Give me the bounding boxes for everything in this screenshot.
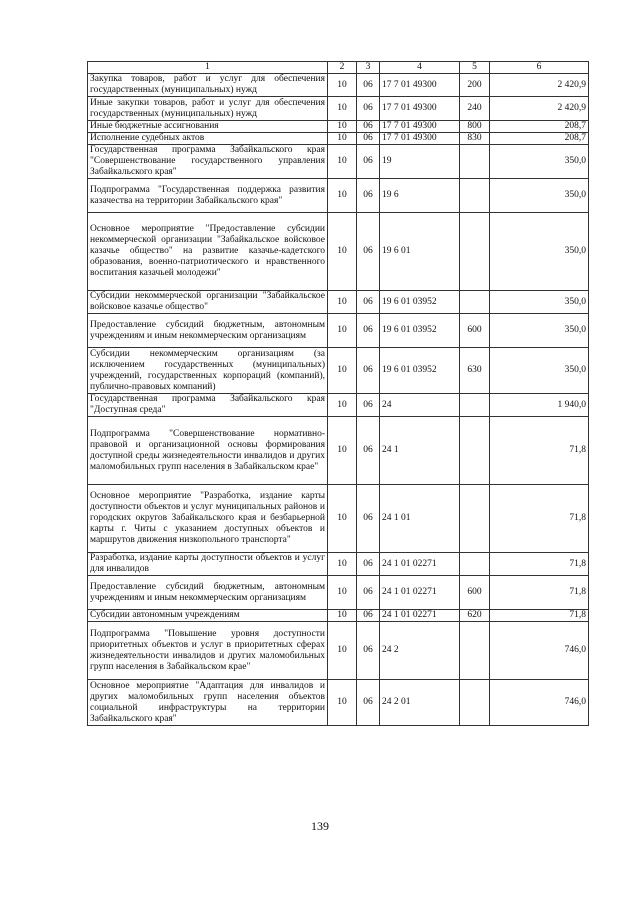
target-article-cell: 17 7 01 49300 <box>380 121 460 133</box>
subsection-code-cell: 06 <box>357 213 380 291</box>
table-row <box>88 348 589 394</box>
row-name-cell: Подпрограмма "Государственная поддержка развития казачества на территории Забайкальского края" <box>88 179 328 213</box>
subsection-code-cell: 06 <box>357 485 380 553</box>
table-row <box>88 622 589 680</box>
row-name-cell: Предоставление субсидий бюджетным, автономным учреждениям и иным некоммерческим организациям <box>88 576 328 610</box>
amount-cell: 350,0 <box>490 213 589 291</box>
section-code-cell: 10 <box>328 680 357 726</box>
row-name-cell: Основное мероприятие "Разработка, издание карты доступности объектов и услуг муниципальных районов и городских округов Забайкальского края и безбарьерной карты г. Читы с указанием доступных объектов и маршрутов движения низкопольного транспорта" <box>88 485 328 553</box>
table-row <box>88 291 589 314</box>
target-article-cell: 19 6 <box>380 179 460 213</box>
row-name-cell: Подпрограмма "Повышение уровня доступности приоритетных объектов и услуг в приоритетных сферах жизнедеятельности инвалидов и других маломобильных групп населения в Забайкальском крае" <box>88 622 328 680</box>
row-name-cell: Субсидии автономным учреждениям <box>88 610 328 622</box>
expense-type-cell: 200 <box>460 74 490 97</box>
section-code-cell: 10 <box>328 314 357 348</box>
subsection-code-cell: 06 <box>357 133 380 145</box>
column-header: 3 <box>357 62 380 74</box>
section-code-cell: 10 <box>328 133 357 145</box>
row-name-cell: Закупка товаров, работ и услуг для обеспечения государственных (муниципальных) нужд <box>88 74 328 97</box>
amount-cell: 350,0 <box>490 179 589 213</box>
subsection-code-cell: 06 <box>357 314 380 348</box>
column-header: 4 <box>380 62 460 74</box>
expense-type-cell: 600 <box>460 576 490 610</box>
target-article-cell: 17 7 01 49300 <box>380 74 460 97</box>
amount-cell: 208,7 <box>490 133 589 145</box>
amount-cell: 71,8 <box>490 417 589 485</box>
expense-type-cell <box>460 622 490 680</box>
amount-cell: 208,7 <box>490 121 589 133</box>
section-code-cell: 10 <box>328 291 357 314</box>
expense-type-cell: 830 <box>460 133 490 145</box>
amount-cell: 71,8 <box>490 610 589 622</box>
amount-cell: 2 420,9 <box>490 97 589 121</box>
target-article-cell: 24 1 <box>380 417 460 485</box>
expense-type-cell: 800 <box>460 121 490 133</box>
subsection-code-cell: 06 <box>357 680 380 726</box>
amount-cell: 71,8 <box>490 576 589 610</box>
row-name-cell: Государственная программа Забайкальского края "Доступная среда" <box>88 394 328 417</box>
section-code-cell: 10 <box>328 213 357 291</box>
section-code-cell: 10 <box>328 179 357 213</box>
amount-cell: 746,0 <box>490 680 589 726</box>
amount-cell: 1 940,0 <box>490 394 589 417</box>
target-article-cell: 19 6 01 03952 <box>380 314 460 348</box>
subsection-code-cell: 06 <box>357 610 380 622</box>
expense-type-cell <box>460 179 490 213</box>
expense-type-cell <box>460 417 490 485</box>
table-row <box>88 213 589 291</box>
expense-type-cell: 620 <box>460 610 490 622</box>
amount-cell: 71,8 <box>490 485 589 553</box>
table-row <box>88 553 589 576</box>
table-row <box>88 133 589 145</box>
section-code-cell: 10 <box>328 348 357 394</box>
amount-cell: 746,0 <box>490 622 589 680</box>
subsection-code-cell: 06 <box>357 576 380 610</box>
table-row <box>88 610 589 622</box>
table-row <box>88 576 589 610</box>
row-name-cell: Исполнение судебных актов <box>88 133 328 145</box>
target-article-cell: 24 1 01 <box>380 485 460 553</box>
section-code-cell: 10 <box>328 553 357 576</box>
section-code-cell: 10 <box>328 74 357 97</box>
expense-type-cell <box>460 553 490 576</box>
section-code-cell: 10 <box>328 485 357 553</box>
target-article-cell: 24 1 01 02271 <box>380 610 460 622</box>
row-name-cell: Субсидии некоммерческим организациям (за исключением государственных (муниципальных) учреждений, государственных корпораций (компаний), публично-правовых компаний) <box>88 348 328 394</box>
row-name-cell: Основное мероприятие "Адаптация для инвалидов и других маломобильных групп населения объектов социальной инфраструктуры на территории Забайкальского края" <box>88 680 328 726</box>
row-name-cell: Разработка, издание карты доступности объектов и услуг для инвалидов <box>88 553 328 576</box>
amount-cell: 350,0 <box>490 291 589 314</box>
subsection-code-cell: 06 <box>357 74 380 97</box>
target-article-cell: 24 2 <box>380 622 460 680</box>
subsection-code-cell: 06 <box>357 179 380 213</box>
table-row <box>88 97 589 121</box>
target-article-cell: 19 6 01 03952 <box>380 291 460 314</box>
column-header: 2 <box>328 62 357 74</box>
row-name-cell: Субсидии некоммерческой организации "Забайкальское войсковое казачье общество" <box>88 291 328 314</box>
table-row <box>88 121 589 133</box>
amount-cell: 350,0 <box>490 145 589 179</box>
section-code-cell: 10 <box>328 121 357 133</box>
column-header: 1 <box>88 62 328 74</box>
table-header-row <box>88 62 589 74</box>
amount-cell: 71,8 <box>490 553 589 576</box>
subsection-code-cell: 06 <box>357 417 380 485</box>
subsection-code-cell: 06 <box>357 121 380 133</box>
page-number: 139 <box>311 819 329 833</box>
column-header: 6 <box>490 62 589 74</box>
target-article-cell: 17 7 01 49300 <box>380 97 460 121</box>
table-row <box>88 485 589 553</box>
table-row <box>88 179 589 213</box>
table-row <box>88 417 589 485</box>
target-article-cell: 24 2 01 <box>380 680 460 726</box>
target-article-cell: 24 1 01 02271 <box>380 576 460 610</box>
subsection-code-cell: 06 <box>357 348 380 394</box>
expense-type-cell <box>460 145 490 179</box>
subsection-code-cell: 06 <box>357 145 380 179</box>
target-article-cell: 19 6 01 <box>380 213 460 291</box>
target-article-cell: 17 7 01 49300 <box>380 133 460 145</box>
amount-cell: 350,0 <box>490 314 589 348</box>
budget-table <box>87 61 589 726</box>
column-header: 5 <box>460 62 490 74</box>
expense-type-cell <box>460 680 490 726</box>
subsection-code-cell: 06 <box>357 553 380 576</box>
row-name-cell: Государственная программа Забайкальского края "Совершенствование государственного управления Забайкальского края" <box>88 145 328 179</box>
table-row <box>88 145 589 179</box>
expense-type-cell: 600 <box>460 314 490 348</box>
subsection-code-cell: 06 <box>357 394 380 417</box>
section-code-cell: 10 <box>328 417 357 485</box>
table-row <box>88 394 589 417</box>
table-row <box>88 680 589 726</box>
target-article-cell: 24 <box>380 394 460 417</box>
target-article-cell: 24 1 01 02271 <box>380 553 460 576</box>
row-name-cell: Иные закупки товаров, работ и услуг для обеспечения государственных (муниципальных) нужд <box>88 97 328 121</box>
row-name-cell: Иные бюджетные ассигнования <box>88 121 328 133</box>
subsection-code-cell: 06 <box>357 291 380 314</box>
section-code-cell: 10 <box>328 610 357 622</box>
row-name-cell: Подпрограмма "Совершенствование нормативно-правовой и организационной основы формирования доступной среды жизнедеятельности инвалидов и других маломобильных групп населения в Забайкальском крае" <box>88 417 328 485</box>
table-row <box>88 314 589 348</box>
section-code-cell: 10 <box>328 394 357 417</box>
expense-type-cell <box>460 291 490 314</box>
subsection-code-cell: 06 <box>357 97 380 121</box>
row-name-cell: Основное мероприятие "Предоставление субсидии некоммерческой организации "Забайкальское войсковое казачье общество" на развитие казачье-кадетского образования, военно-патриотического и нравственного воспитания казачьей молодежи" <box>88 213 328 291</box>
expense-type-cell: 240 <box>460 97 490 121</box>
section-code-cell: 10 <box>328 97 357 121</box>
table-row <box>88 74 589 97</box>
expense-type-cell: 630 <box>460 348 490 394</box>
amount-cell: 350,0 <box>490 348 589 394</box>
subsection-code-cell: 06 <box>357 622 380 680</box>
row-name-cell: Предоставление субсидий бюджетным, автономным учреждениям и иным некоммерческим организациям <box>88 314 328 348</box>
expense-type-cell <box>460 485 490 553</box>
expense-type-cell <box>460 394 490 417</box>
target-article-cell: 19 6 01 03952 <box>380 348 460 394</box>
section-code-cell: 10 <box>328 622 357 680</box>
section-code-cell: 10 <box>328 576 357 610</box>
target-article-cell: 19 <box>380 145 460 179</box>
expense-type-cell <box>460 213 490 291</box>
section-code-cell: 10 <box>328 145 357 179</box>
amount-cell: 2 420,9 <box>490 74 589 97</box>
